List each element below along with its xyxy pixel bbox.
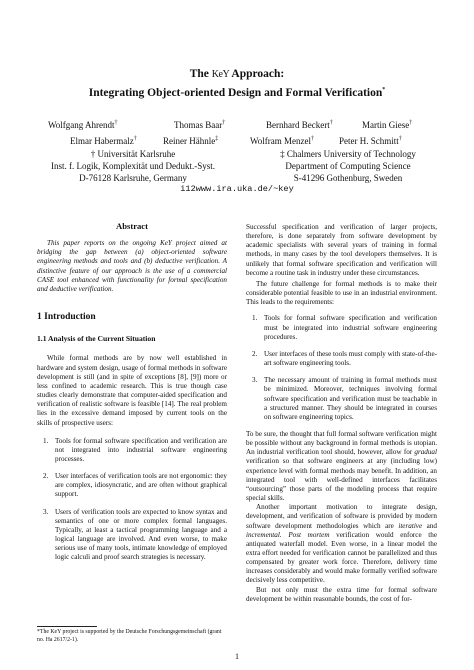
footnote: *The KeY project is supported by the Deutsche Forschungsgemeinschaft (grant no. Ha 2617/2-1). xyxy=(37,629,222,643)
author-8: Peter H. Schmitt† xyxy=(339,136,402,146)
abstract-text: This paper reports on the ongoing KeY project aimed at bridging the gap between (a) object-oriented software engineering methods and tools and (b) deductive verification. A distinctive feature of our approach is the use of a commercial CASE tool enhanced with functionality for formal specification and deductive verification. xyxy=(37,239,227,293)
requirements-list xyxy=(246,314,437,422)
author-2: Thomas Baar† xyxy=(174,120,226,130)
right-paragraph-2: The future challenge for formal methods is to make their considerable potential feasible to use in an industrial environment. This leads to the requirements: xyxy=(246,279,437,307)
list-item: 2. User interfaces of verification tools are not ergonomic: they are complex, idiosyncratic, and are often without graphical support. xyxy=(43,472,227,499)
title-suffix: Approach: xyxy=(229,68,285,80)
paper-subtitle xyxy=(0,83,474,101)
list-item: 3. The necessary amount of training in formal methods must be minimized. Moreover, techniques involving formal software specification and verification must be teachable in a structured manner. They should be integrated in courses on software engineering topics. xyxy=(252,376,437,421)
author-6: Reiner Hähnle‡ xyxy=(163,136,219,146)
key-logo: KeY xyxy=(211,69,230,80)
list-item: 3. Users of verification tools are expected to know syntax and semantics of one or more complex formal languages. Typically, at least a tactical programming language and a logical language are involved. And even worse, to make serious use of many tools, intimate knowledge of employed logic calculi and proof search strategies is necessary. xyxy=(43,507,227,562)
author-3: Bernhard Beckert† xyxy=(266,120,333,130)
section-heading-introduction: 1 Introduction xyxy=(37,312,96,323)
affiliation-karlsruhe: † Universität Karlsruhe Inst. f. Logik, Komplexität und Dedukt.-Syst. D-76128 Karlsruhe, Germany xyxy=(51,149,215,183)
author-5: Elmar Habermalz† xyxy=(70,136,137,146)
abstract-heading: Abstract xyxy=(116,221,148,231)
left-column xyxy=(37,222,227,563)
right-paragraph-1: Successful specification and verification of larger projects, therefore, is done separately from software development by academic specialists with several years of training in formal methods, in many cases by the tool developers themselves. It is unlikely that formal software specification and verification will become a routine task in industry under these circumstances. xyxy=(246,223,437,277)
list-item: 1. Tools for formal software specification and verification are not integrated into industrial software engineering processes. xyxy=(43,436,227,463)
list-item: 2. User interfaces of these tools must comply with state-of-the-art software engineering tools. xyxy=(252,349,437,368)
right-paragraph-5: But not only must the extra time for formal software development be within reasonable bounds, the cost of for- xyxy=(246,585,437,603)
right-column xyxy=(246,223,437,604)
footnote-rule xyxy=(37,626,97,627)
title-line2: Integrating Object-oriented Design and Formal Verification xyxy=(88,86,383,99)
subsection-heading: 1.1 Analysis of the Current Situation xyxy=(37,334,156,344)
page-number: 1 xyxy=(235,652,239,661)
title-marker: * xyxy=(382,87,386,93)
problem-list xyxy=(37,437,227,563)
project-url: i12www.ira.uka.de/~key xyxy=(180,184,294,194)
author-7: Wolfram Menzel† xyxy=(250,136,315,146)
right-paragraph-3: To be sure, the thought that full formal software verification might be possible without any background in formal methods is utopian. An industrial verification tool should, however, allow for gradual verification so that software engineers at any (including low) experience level with formal methods may benefit. In addition, an integrated tool with well-defined interfaces facilitates “outsourcing” those parts of the modeling process that require special skills. xyxy=(246,429,437,503)
title-prefix: The xyxy=(189,68,212,80)
affiliation-chalmers: ‡ Chalmers University of Technology Department of Computing Science S-41296 Gothenburg, Sweden xyxy=(280,149,416,183)
list-item: 1. Tools for formal software specification and verification must be integrated into industrial software engineering procedures. xyxy=(252,314,437,341)
intro-paragraph: While formal methods are by now well established in hardware and system design, usage of formal methods in software development is still (and in spite of exceptions [8], [9]) more or less confined to academic research. This is true though case studies clearly demonstrate that computer-aided specification and verification of realistic software is feasible [14]. The real problem lies in the excessive demand imposed by current tools on the skills of prospective users: xyxy=(37,354,227,427)
author-4: Martin Giese† xyxy=(362,120,413,130)
author-1: Wolfgang Ahrendt† xyxy=(48,120,118,130)
right-paragraph-4: Another important motivation to integrate design, development, and verification of software is provided by modern software development methodologies which are iterative and incremental. Post mortem verification would enforce the antiquated waterfall model. Even worse, in a linear model the extra effort needed for verification cannot be parallelized and thus compensated by greater work force. Therefore, delivery time increases considerably and would make formally verified software decisively less competitive. xyxy=(246,503,438,585)
paper-title xyxy=(0,67,474,82)
